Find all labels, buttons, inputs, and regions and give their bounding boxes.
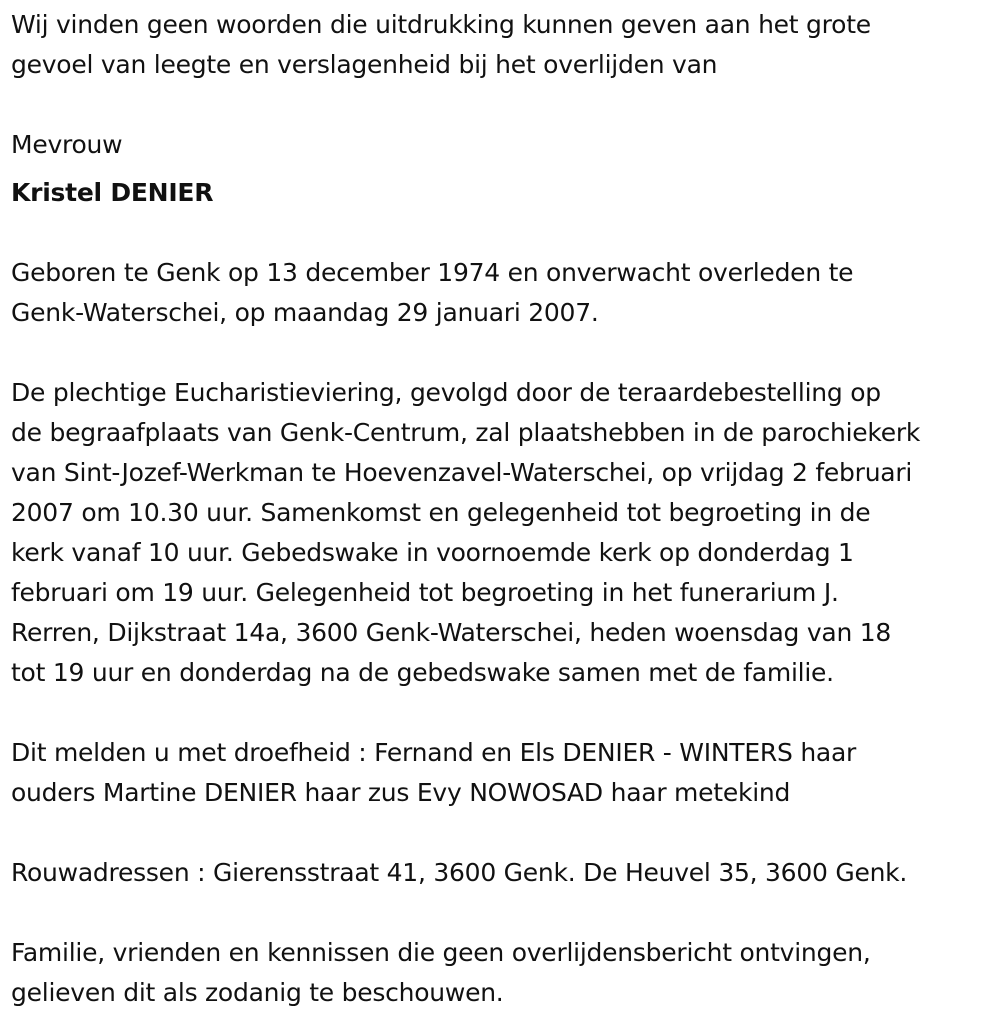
ceremony-line-2: de begraafplaats van Genk-Centrum, zal plaatshebben in de parochiekerk <box>11 418 921 447</box>
ceremony-line-5: kerk vanaf 10 uur. Gebedswake in voornoemde kerk op donderdag 1 <box>11 538 854 567</box>
ceremony-line-6: februari om 19 uur. Gelegenheid tot begroeting in het funerarium J. <box>11 578 839 607</box>
closing-line-1: Familie, vrienden en kennissen die geen overlijdensbericht ontvingen, <box>11 938 871 967</box>
ceremony-line-8: tot 19 uur en donderdag na de gebedswake samen met de familie. <box>11 658 834 687</box>
ceremony-line-7: Rerren, Dijkstraat 14a, 3600 Genk-Waterschei, heden woensdag van 18 <box>11 618 892 647</box>
ceremony-line-3: van Sint-Jozef-Werkman te Hoevenzavel-Waterschei, op vrijdag 2 februari <box>11 458 913 487</box>
family-line-1: Dit melden u met droefheid : Fernand en Els DENIER - WINTERS haar <box>11 738 857 767</box>
ceremony-line-4: 2007 om 10.30 uur. Samenkomst en gelegenheid tot begroeting in de <box>11 498 871 527</box>
birth-death-line-2: Genk-Waterschei, op maandag 29 januari 2007. <box>11 298 599 327</box>
intro-line-2: gevoel van leegte en verslagenheid bij het overlijden van <box>11 50 718 79</box>
intro-line-1: Wij vinden geen woorden die uitdrukking kunnen geven aan het grote <box>11 10 871 39</box>
honorific: Mevrouw <box>11 130 123 159</box>
birth-death-line-1: Geboren te Genk op 13 december 1974 en onverwacht overleden te <box>11 258 854 287</box>
mourning-addresses: Rouwadressen : Gierensstraat 41, 3600 Genk. De Heuvel 35, 3600 Genk. <box>11 858 908 887</box>
ceremony-line-1: De plechtige Eucharistieviering, gevolgd door de teraardebestelling op <box>11 378 881 407</box>
family-line-2: ouders Martine DENIER haar zus Evy NOWOSAD haar metekind <box>11 778 791 807</box>
deceased-name: Kristel DENIER <box>11 178 214 207</box>
closing-line-2: gelieven dit als zodanig te beschouwen. <box>11 978 504 1007</box>
